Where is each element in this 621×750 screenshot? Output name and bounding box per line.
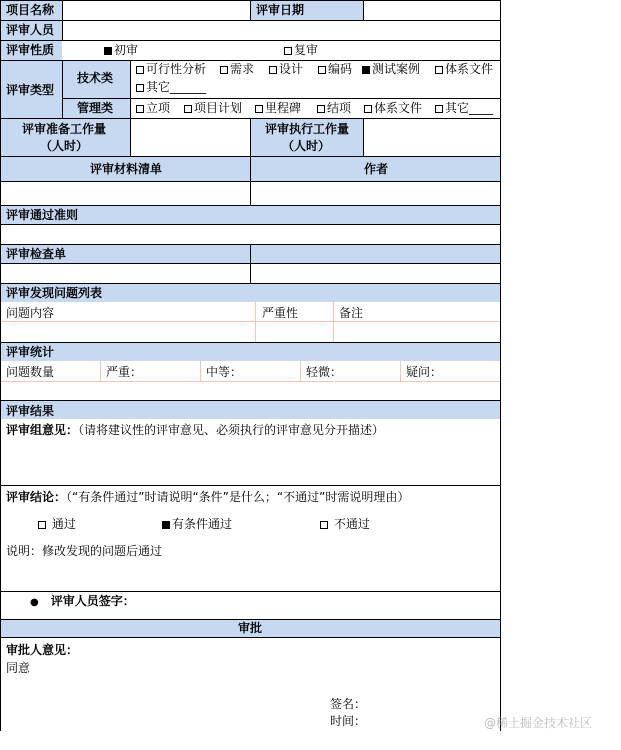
tech-option[interactable]: 需求: [220, 62, 254, 76]
checkbox-checked-icon: [362, 66, 370, 74]
tech-option[interactable]: 可行性分析: [136, 62, 206, 76]
reviewers-value[interactable]: [63, 21, 500, 40]
stats-cell: 严重：: [106, 365, 143, 379]
checkbox-icon: [136, 84, 144, 92]
approval-label: 审批: [238, 621, 263, 635]
checkbox-icon: [318, 66, 326, 74]
checkbox-icon: [435, 105, 443, 113]
stats-cell: 中等：: [206, 365, 243, 379]
mgmt-option[interactable]: 结项: [317, 101, 351, 115]
time-label: 时间：: [330, 714, 367, 728]
section-bg: [0, 400, 501, 419]
mgmt-option[interactable]: 里程碑: [255, 101, 301, 115]
conclusion-option-fail[interactable]: 不通过: [320, 517, 370, 531]
prep-work-unit: （人时）: [40, 139, 89, 153]
exec-work-unit: （人时）: [282, 139, 331, 153]
approver-opinion-label: 审批人意见：: [6, 643, 79, 657]
review-date-label: 评审日期: [256, 3, 305, 17]
project-name-value[interactable]: [63, 1, 250, 20]
stats-label: 评审统计: [6, 345, 55, 359]
checkbox-icon: [38, 521, 46, 529]
materials-label: 评审材料清单: [90, 162, 163, 176]
stats-cell: 轻微：: [306, 365, 343, 379]
checkbox-icon: [184, 105, 192, 113]
checkbox-icon: [255, 105, 263, 113]
checkbox-checked-icon: [162, 521, 170, 529]
nature-label: 评审性质: [6, 43, 55, 57]
prep-work-label: 评审准备工作量: [22, 122, 107, 136]
reviewers-label: 评审人员: [6, 23, 55, 37]
checkbox-checked-icon: [104, 47, 112, 55]
checkbox-icon: [269, 66, 277, 74]
exec-work-label: 评审执行工作量: [265, 122, 350, 136]
author-label: 作者: [364, 162, 389, 176]
stats-cell: 问题数量: [6, 365, 55, 379]
issues-label: 评审发现问题列表: [6, 286, 103, 300]
checkbox-icon: [320, 521, 328, 529]
project-name-label: 项目名称: [6, 3, 55, 17]
issue-content-header: 问题内容: [6, 306, 55, 320]
nature-option-first[interactable]: 初审: [104, 43, 138, 57]
tech-option[interactable]: 编码: [318, 62, 352, 76]
checkbox-icon: [317, 105, 325, 113]
tech-option[interactable]: 体系文件: [435, 62, 493, 76]
conclusion-option-conditional[interactable]: 有条件通过: [162, 517, 232, 531]
criteria-label: 评审通过准则: [6, 208, 79, 222]
checkbox-icon: [136, 105, 144, 113]
bullet-icon: ●: [30, 597, 39, 608]
tech-option[interactable]: 其它______: [136, 80, 206, 94]
conclusion-option-pass[interactable]: 通过: [38, 517, 76, 531]
checkbox-icon: [435, 66, 443, 74]
tech-label: 技术类: [77, 71, 114, 85]
remark-header: 备注: [339, 306, 364, 320]
tech-option[interactable]: 测试案例: [362, 62, 420, 76]
section-bg: [0, 342, 501, 361]
checkbox-icon: [220, 66, 228, 74]
approver-opinion: 同意: [6, 661, 31, 675]
type-label: 评审类型: [6, 83, 55, 97]
watermark: @稀土掘金技术社区: [484, 716, 593, 730]
mgmt-option[interactable]: 立项: [136, 101, 170, 115]
mgmt-label: 管理类: [77, 101, 114, 115]
mgmt-option[interactable]: 项目计划: [184, 101, 242, 115]
checklist-label: 评审检查单: [6, 247, 67, 261]
severity-header: 严重性: [262, 306, 299, 320]
sign-label: 签名：: [330, 697, 367, 711]
mgmt-option[interactable]: 体系文件: [364, 101, 422, 115]
checkbox-icon: [136, 66, 144, 74]
explanation: 说明：修改发现的问题后通过: [6, 544, 163, 558]
checkbox-icon: [284, 47, 292, 55]
group-opinion: 评审组意见：（请将建议性的评审意见、必须执行的评审意见分开描述）: [6, 423, 385, 437]
conclusion: 评审结论：（“有条件通过”时请说明“条件”是什么；“不通过”时需说明理由）: [6, 490, 410, 504]
signature-label: ● 评审人员签字：: [30, 594, 135, 608]
tech-option[interactable]: 设计: [269, 62, 303, 76]
nature-option-re[interactable]: 复审: [284, 43, 318, 57]
exec-work-value[interactable]: [364, 119, 500, 156]
prep-work-value[interactable]: [131, 119, 250, 156]
mgmt-option[interactable]: 其它____: [435, 101, 493, 115]
stats-cell: 疑问：: [406, 365, 443, 379]
review-date-value[interactable]: [364, 1, 500, 20]
checkbox-icon: [364, 105, 372, 113]
result-label: 评审结果: [6, 404, 55, 418]
